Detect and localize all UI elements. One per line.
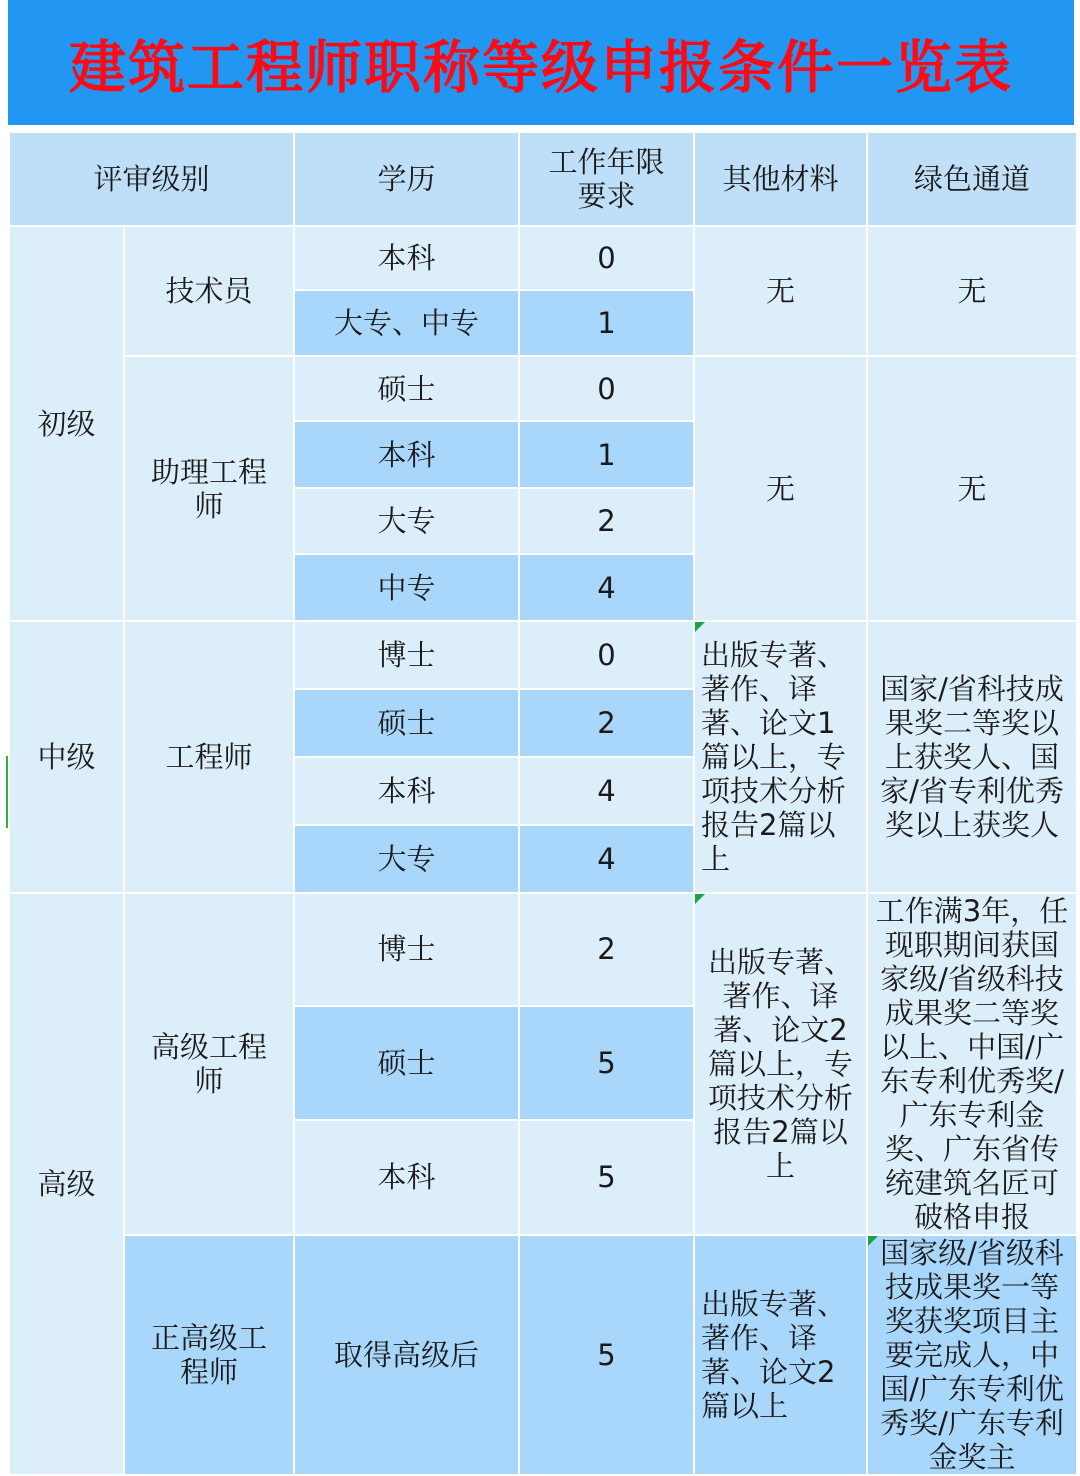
header-materials: 其他材料 [694,132,867,226]
green-engineer: 国家/省科技成果奖二等奖以上获奖人、国家/省专利优秀奖以上获奖人 [867,621,1077,893]
level-senior: 高级 [9,893,124,1475]
years-cell: 2 [519,488,694,554]
requirements-table-wrapper [8,131,1076,1476]
table-row [9,893,1077,1006]
years-cell: 5 [519,1006,694,1120]
green-technician: 无 [867,226,1077,356]
years-cell: 1 [519,290,694,356]
years-cell: 4 [519,757,694,825]
education-cell: 博士 [294,893,519,1006]
header-row [9,132,1077,226]
title-banner [8,0,1074,125]
table-row [9,621,1077,689]
title-assistant-engineer: 助理工程师 [124,356,294,621]
table-row [9,226,1077,290]
materials-senior-engineer: 出版专著、著作、译著、论文2篇以上，专项技术分析报告2篇以上 [694,893,867,1235]
green-senior-engineer: 工作满3年，任现职期间获国家级/省级科技成果奖二等奖以上、中国/广东专利优秀奖/广东专利金奖、广东省传统建筑名匠可破格申报 [867,893,1077,1235]
requirements-table [8,131,1078,1476]
years-cell: 0 [519,226,694,290]
materials-technician: 无 [694,226,867,356]
years-cell: 4 [519,554,694,621]
materials-professor-engineer: 出版专著、著作、译著、论文2篇以上 [694,1235,867,1475]
years-cell: 5 [519,1120,694,1235]
education-cell: 硕士 [294,689,519,757]
level-intermediate: 中级 [9,621,124,893]
years-cell: 0 [519,621,694,689]
level-junior: 初级 [9,226,124,621]
years-cell: 4 [519,825,694,893]
header-years-line1: 工作年限 [548,145,665,179]
materials-engineer: 出版专著、著作、译著、论文1篇以上，专项技术分析报告2篇以上 [694,621,867,893]
green-professor-engineer: 国家级/省级科技成果奖一等奖获奖项目主要完成人，中国/广东专利优秀奖/广东专利金奖主 [867,1235,1077,1475]
header-education: 学历 [294,132,519,226]
years-cell: 0 [519,356,694,421]
education-cell: 本科 [294,421,519,488]
table-row [9,1235,1077,1475]
title-technician: 技术员 [124,226,294,356]
header-years [519,132,694,226]
education-cell: 本科 [294,757,519,825]
education-cell: 本科 [294,226,519,290]
education-cell: 取得高级后 [294,1235,519,1475]
header-years-line2: 要求 [577,179,636,213]
page-title: 建筑工程师职称等级申报条件一览表 [69,33,1013,101]
education-cell: 中专 [294,554,519,621]
education-cell: 博士 [294,621,519,689]
header-green-channel: 绿色通道 [867,132,1077,226]
years-cell: 2 [519,689,694,757]
years-cell: 2 [519,893,694,1006]
years-cell: 5 [519,1235,694,1475]
education-cell: 本科 [294,1120,519,1235]
table-row [9,356,1077,421]
education-cell: 大专、中专 [294,290,519,356]
education-cell: 大专 [294,825,519,893]
years-cell: 1 [519,421,694,488]
education-cell: 硕士 [294,356,519,421]
education-cell: 大专 [294,488,519,554]
materials-assistant: 无 [694,356,867,621]
title-engineer: 工程师 [124,621,294,893]
education-cell: 硕士 [294,1006,519,1120]
title-senior-engineer: 高级工程师 [124,893,294,1235]
title-professor-engineer: 正高级工程师 [124,1235,294,1475]
green-assistant: 无 [867,356,1077,621]
header-level: 评审级别 [9,132,294,226]
